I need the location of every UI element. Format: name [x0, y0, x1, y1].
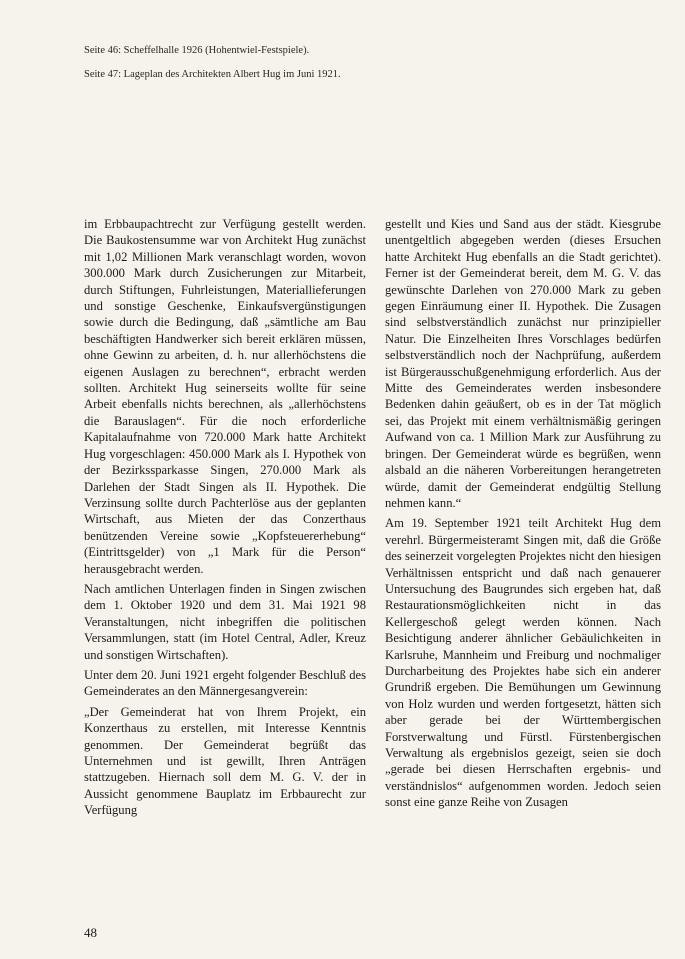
left-paragraph: im Erbbaupachtrecht zur Verfügung gestellt werden. Die Baukostensumme war von Architekt Hug zunächst mit 1,02 Millionen Mark veranschlagt worden, wovon 300.000 Mark durch Zusicherungen zur Mitarbeit, durch Stiftungen, Fuhrleistungen, Materiallieferungen und sonstige Geschenke, Einkaufsvergünstigungen sowie durch die Bedingung, daß „sämtliche am Bau beschäftigten Handwerker sich bereit erklären müssen, ohne Gewinn zu arbeiten, d. h. nur allerhöchstens die eigenen Auslagen zu berechnen“, erbracht werden sollten. Architekt Hug seinerseits wollte für seine Arbeit ebenfalls nichts berechnen, als „allerhöchstens die Barauslagen“. Für die noch erforderliche Kapitalaufnahme von 720.000 Mark hatte Architekt Hug vorgeschlagen: 450.000 Mark als I. Hypothek von der Bezirkssparkasse Singen, 270.000 Mark als Darlehen der Stadt Singen als II. Hypothek. Die Verzinsung sollte durch Pachterlöse aus der geplanten Wirtschaft, aus Mieten der das Conzerthaus benützenden Vereine sowie „Kopfsteuererhebung“ (Eintrittsgelder) von „1 Mark für die Person“ herausgebracht werden. — [84, 217, 366, 576]
page-number: 48 — [84, 925, 97, 940]
figure-captions — [84, 44, 384, 91]
left-quote-paragraph: „Der Gemeinderat hat von Ihrem Projekt, ein Konzerthaus zu erstellen, mit Interesse Kenntnis genommen. Der Gemeinderat begrüßt das Unternehmen und ist gewillt, Ihren Anträgen stattzugeben. Hiernach soll dem M. G. V. der in Aussicht genommene Bauplatz im Erbbaurecht zur Verfügung — [84, 704, 366, 818]
left-column — [84, 216, 366, 823]
right-column — [385, 216, 661, 815]
right-paragraph: Am 19. September 1921 teilt Architekt Hug dem verehrl. Bürgermeisteramt Singen mit, daß die Größe des seinerzeit vorgelegten Projektes nicht den hiesigen Verhältnissen entspricht und daß nach genauerer Untersuchung des Baugrundes sich ergeben hat, daß Restaurationsmöglichkeiten nicht in das Kellergeschoß gelegt werden können. Nach Besichtigung anderer ähnlicher Gebäulichkeiten in Karlsruhe, Mannheim und Freiburg und nochmaliger Durcharbeitung des Projektes habe sich ein anderer Grundriß ergeben. Die Bemühungen um Gewinnung von Holz wurden und werden fortgesetzt, hätten sich aber gerade bei der Württembergischen Forstverwaltung und Fürstl. Fürstenbergischen Verwaltung als ergebnislos gezeigt, seien sie doch „gerade bei diesen Herrschaften ergebnis- und verständnislos“ aufgenommen worden. Jedoch seien sonst eine ganze Reihe von Zusagen — [385, 516, 661, 810]
caption-page-47: Seite 47: Lageplan des Architekten Albert Hug im Juni 1921. — [84, 68, 341, 80]
right-paragraph: gestellt und Kies und Sand aus der städt. Kiesgrube unentgeltlich abgegeben werden (dieses Ersuchen hatte Architekt Hug ebenfalls an die Stadt gerichtet). Ferner ist der Gemeinderat bereit, dem M. G. V. das gewünschte Darlehen von 270.000 Mark zu geben gegen Einräumung einer II. Hypothek. Die Zusagen sind selbstverständlich zunächst nur prinzipieller Natur. Die Einzelheiten Ihres Vorschlages bedürfen selbstverständlich noch der Nachprüfung, außerdem ist Bürgerausschußgenehmigung erforderlich. Aus der Mitte des Gemeinderates werden insbesondere Bedenken dahin geäußert, ob es in der Tat möglich sei, das Projekt mit einem verhältnismäßig geringen Aufwand von ca. 1 Million Mark zur Ausführung zu bringen. Der Gemeinderat würde es begrüßen, wenn alsbald an die näheren Vorbereitungen herangetreten würde, damit der Gemeinderat endgültig Stellung nehmen kann.“ — [385, 217, 661, 510]
caption-page-46: Seite 46: Scheffelhalle 1926 (Hohentwiel-Festspiele). — [84, 45, 310, 56]
left-paragraph: Nach amtlichen Unterlagen finden in Singen zwischen dem 1. Oktober 1920 und dem 31. Mai 1921 98 Veranstaltungen, nicht inbegriffen die politischen Versammlungen, statt (im Hotel Central, Adler, Kreuz und sonstigen Wirtschaften). — [84, 581, 366, 662]
left-paragraph: Unter dem 20. Juni 1921 ergeht folgender Beschluß des Gemeinderates an den Männergesangverein: — [84, 667, 366, 699]
